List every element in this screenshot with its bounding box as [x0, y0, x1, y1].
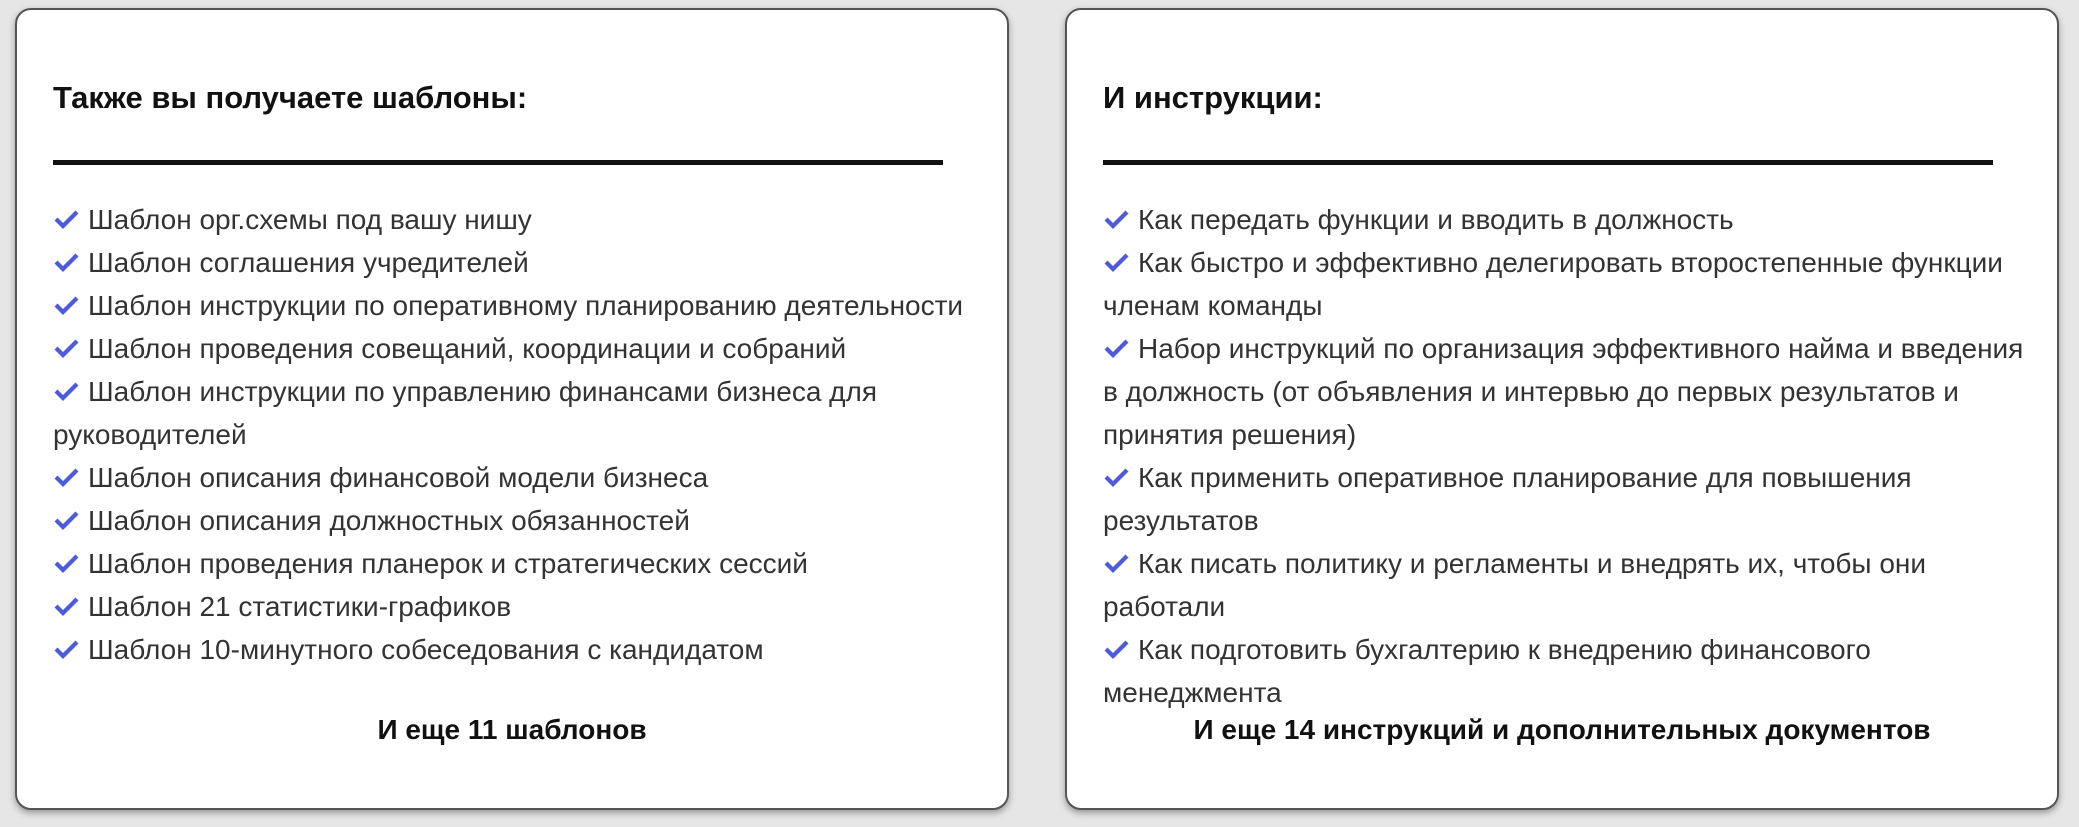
check-icon — [53, 338, 80, 360]
list-item — [53, 628, 983, 671]
list-item — [53, 327, 983, 370]
templates-list — [53, 198, 983, 671]
check-icon — [1103, 553, 1130, 575]
instructions-list — [1103, 198, 2033, 714]
list-item — [53, 370, 983, 456]
check-icon — [53, 252, 80, 274]
list-item — [1103, 542, 2033, 628]
list-item-text: Шаблон инструкции по оперативному планированию деятельности — [88, 290, 964, 321]
instructions-card-title: И инструкции: — [1103, 80, 1323, 115]
title-divider — [53, 160, 943, 165]
check-icon — [53, 295, 80, 317]
list-item-text: Шаблон 10-минутного собеседования с кандидатом — [88, 634, 764, 665]
check-icon — [53, 639, 80, 661]
templates-card-title: Также вы получаете шаблоны: — [53, 80, 528, 115]
list-item-text: Как подготовить бухгалтерию к внедрению финансового менеджмента — [1103, 634, 1871, 708]
check-icon — [1103, 467, 1130, 489]
instructions-card — [1065, 8, 2059, 810]
check-icon — [53, 381, 80, 403]
list-item — [1103, 241, 2033, 327]
check-icon — [53, 510, 80, 532]
list-item — [53, 241, 983, 284]
check-icon — [53, 467, 80, 489]
list-item — [53, 542, 983, 585]
list-item-text: Как применить оперативное планирование для повышения результатов — [1103, 462, 1912, 536]
check-icon — [1103, 338, 1130, 360]
check-icon — [1103, 209, 1130, 231]
list-item-text: Шаблон 21 статистики-графиков — [88, 591, 512, 622]
list-item-text: Шаблон орг.схемы под вашу нишу — [88, 204, 532, 235]
check-icon — [53, 596, 80, 618]
list-item — [53, 456, 983, 499]
check-icon — [1103, 639, 1130, 661]
list-item — [53, 585, 983, 628]
list-item — [53, 499, 983, 542]
list-item-text: Шаблон инструкции по управлению финансами бизнеса для руководителей — [53, 376, 878, 450]
list-item-text: Как писать политику и регламенты и внедрять их, чтобы они работали — [1103, 548, 1927, 622]
list-item-text: Набор инструкций по организация эффективного найма и введения в должность (от объявления и интервью до первых результатов и принятия решения) — [1103, 333, 2024, 450]
list-item-text: Шаблон описания финансовой модели бизнеса — [88, 462, 709, 493]
check-icon — [53, 209, 80, 231]
list-item-text: Как быстро и эффективно делегировать второстепенные функции членам команды — [1103, 247, 2003, 321]
templates-card — [15, 8, 1009, 810]
list-item — [1103, 327, 2033, 456]
list-item — [53, 284, 983, 327]
title-divider — [1103, 160, 1993, 165]
templates-more-text: И еще 11 шаблонов — [377, 714, 647, 745]
list-item — [1103, 456, 2033, 542]
check-icon — [53, 553, 80, 575]
list-item — [53, 198, 983, 241]
check-icon — [1103, 252, 1130, 274]
list-item — [1103, 628, 2033, 714]
list-item-text: Как передать функции и вводить в должность — [1138, 204, 1734, 235]
list-item-text: Шаблон проведения совещаний, координации и собраний — [88, 333, 847, 364]
list-item-text: Шаблон описания должностных обязанностей — [88, 505, 690, 536]
list-item — [1103, 198, 2033, 241]
instructions-more-text: И еще 14 инструкций и дополнительных документов — [1193, 714, 1931, 745]
list-item-text: Шаблон соглашения учредителей — [88, 247, 529, 278]
list-item-text: Шаблон проведения планерок и стратегических сессий — [88, 548, 808, 579]
